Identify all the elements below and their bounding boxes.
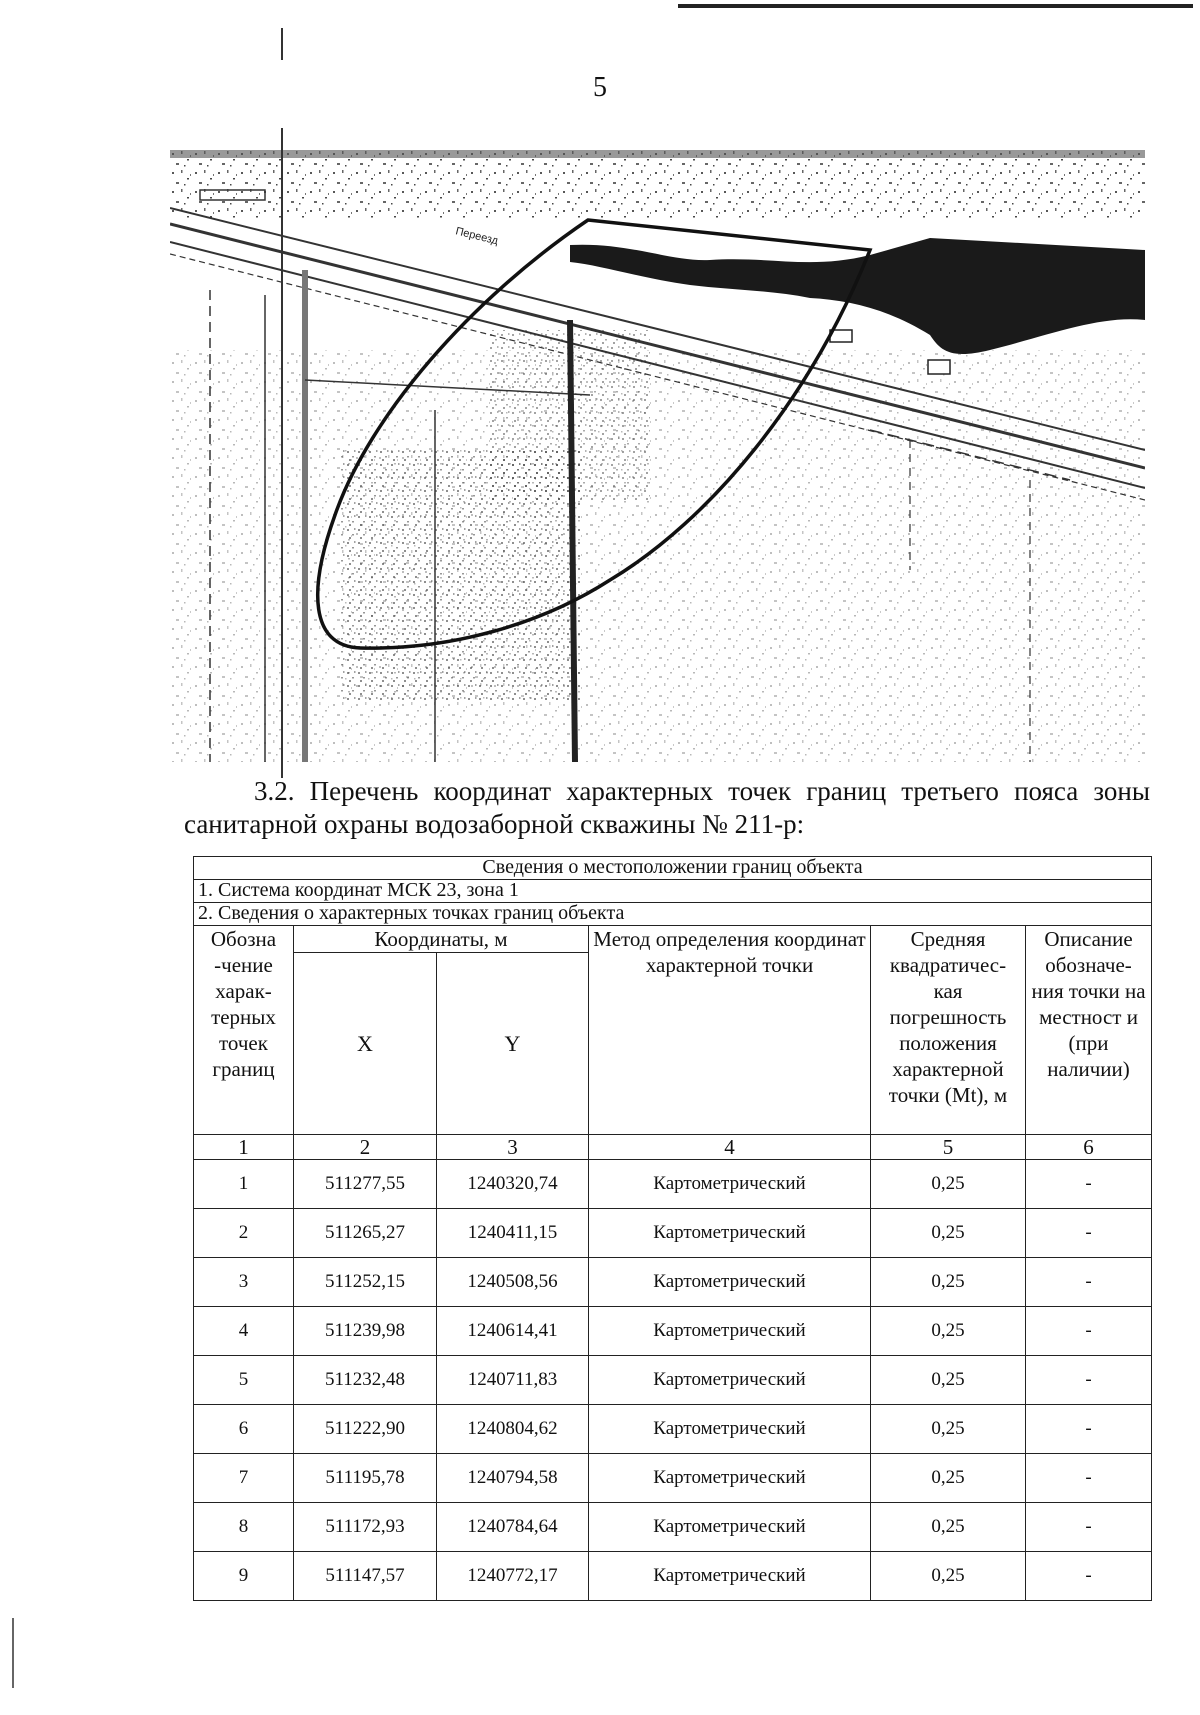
- point-number: 1: [194, 1160, 294, 1209]
- point-number: 2: [194, 1209, 294, 1258]
- coord-x: 511265,27: [294, 1209, 437, 1258]
- mean-error: 0,25: [871, 1258, 1026, 1307]
- coord-y: 1240711,83: [437, 1356, 589, 1405]
- method: Картометрический: [589, 1258, 871, 1307]
- header-method: Метод определения координат характерной точки: [589, 926, 871, 1135]
- coord-y: 1240508,56: [437, 1258, 589, 1307]
- table-row: [194, 1405, 1152, 1454]
- mean-error: 0,25: [871, 1356, 1026, 1405]
- header-description: Описание обозначе- ния точки на местност и (при наличии): [1026, 926, 1152, 1135]
- method: Картометрический: [589, 1356, 871, 1405]
- coordinate-system-row: 1. Система координат МСК 23, зона 1: [194, 880, 1152, 903]
- coord-y: 1240772,17: [437, 1552, 589, 1601]
- point-number: 8: [194, 1503, 294, 1552]
- mean-error: 0,25: [871, 1503, 1026, 1552]
- method: Картометрический: [589, 1160, 871, 1209]
- description: -: [1026, 1209, 1152, 1258]
- mean-error: 0,25: [871, 1405, 1026, 1454]
- description: -: [1026, 1160, 1152, 1209]
- method: Картометрический: [589, 1503, 871, 1552]
- mean-error: 0,25: [871, 1454, 1026, 1503]
- page-number: 5: [593, 72, 607, 103]
- table-row: [194, 1307, 1152, 1356]
- coord-x: 511147,57: [294, 1552, 437, 1601]
- table-row: [194, 1160, 1152, 1209]
- column-number: 3: [437, 1135, 589, 1160]
- coord-x: 511195,78: [294, 1454, 437, 1503]
- description: -: [1026, 1356, 1152, 1405]
- method: Картометрический: [589, 1454, 871, 1503]
- mean-error: 0,25: [871, 1160, 1026, 1209]
- coord-y: 1240794,58: [437, 1454, 589, 1503]
- header-y: Y: [437, 953, 589, 1135]
- map-texture: [170, 150, 1145, 762]
- coordinates-table: [193, 856, 1152, 1601]
- table-row: [194, 1552, 1152, 1601]
- map-road-label: Переезд: [454, 225, 500, 248]
- coord-x: 511239,98: [294, 1307, 437, 1356]
- boundary-points-row: 2. Сведения о характерных точках границ объекта: [194, 903, 1152, 926]
- point-number: 9: [194, 1552, 294, 1601]
- coord-x: 511172,93: [294, 1503, 437, 1552]
- column-number: 1: [194, 1135, 294, 1160]
- table-row: [194, 1503, 1152, 1552]
- coord-y: 1240784,64: [437, 1503, 589, 1552]
- header-coordinates: Координаты, м: [294, 926, 589, 953]
- mean-error: 0,25: [871, 1307, 1026, 1356]
- coord-y: 1240411,15: [437, 1209, 589, 1258]
- column-number: 4: [589, 1135, 871, 1160]
- table-row: [194, 1454, 1152, 1503]
- coord-x: 511222,90: [294, 1405, 437, 1454]
- heading-line-2: санитарной охраны водозаборной скважины № 211-р:: [184, 809, 805, 839]
- description: -: [1026, 1454, 1152, 1503]
- method: Картометрический: [589, 1209, 871, 1258]
- method: Картометрический: [589, 1552, 871, 1601]
- point-number: 5: [194, 1356, 294, 1405]
- scan-edge-mark: [12, 1618, 14, 1688]
- table-row: [194, 1209, 1152, 1258]
- table-title: Сведения о местоположении границ объекта: [194, 857, 1152, 880]
- coord-y: 1240614,41: [437, 1307, 589, 1356]
- mean-error: 0,25: [871, 1552, 1026, 1601]
- heading-line-1: 3.2. Перечень координат характерных точек границ третьего пояса зоны: [254, 776, 1150, 806]
- description: -: [1026, 1307, 1152, 1356]
- coord-x: 511232,48: [294, 1356, 437, 1405]
- header-mean-error: Средняя квадратичес- кая погрешность положения характерной точки (Mt), м: [871, 926, 1026, 1135]
- column-number: 2: [294, 1135, 437, 1160]
- table-row: [194, 1258, 1152, 1307]
- point-number: 4: [194, 1307, 294, 1356]
- header-designation: Обозна -чение харак- терных точек границ: [194, 926, 294, 1135]
- coord-y: 1240320,74: [437, 1160, 589, 1209]
- description: -: [1026, 1258, 1152, 1307]
- scan-mark: [281, 128, 283, 778]
- point-number: 3: [194, 1258, 294, 1307]
- table-row: [194, 1356, 1152, 1405]
- method: Картометрический: [589, 1405, 871, 1454]
- column-number: 6: [1026, 1135, 1152, 1160]
- point-number: 7: [194, 1454, 294, 1503]
- mean-error: 0,25: [871, 1209, 1026, 1258]
- coord-x: 511252,15: [294, 1258, 437, 1307]
- site-map: [170, 150, 1145, 762]
- description: -: [1026, 1503, 1152, 1552]
- description: -: [1026, 1552, 1152, 1601]
- section-heading: [184, 775, 1150, 841]
- top-rule: [678, 4, 1193, 8]
- point-number: 6: [194, 1405, 294, 1454]
- header-x: X: [294, 953, 437, 1135]
- column-number: 5: [871, 1135, 1026, 1160]
- coord-y: 1240804,62: [437, 1405, 589, 1454]
- description: -: [1026, 1405, 1152, 1454]
- coord-x: 511277,55: [294, 1160, 437, 1209]
- scan-mark: [281, 28, 283, 60]
- method: Картометрический: [589, 1307, 871, 1356]
